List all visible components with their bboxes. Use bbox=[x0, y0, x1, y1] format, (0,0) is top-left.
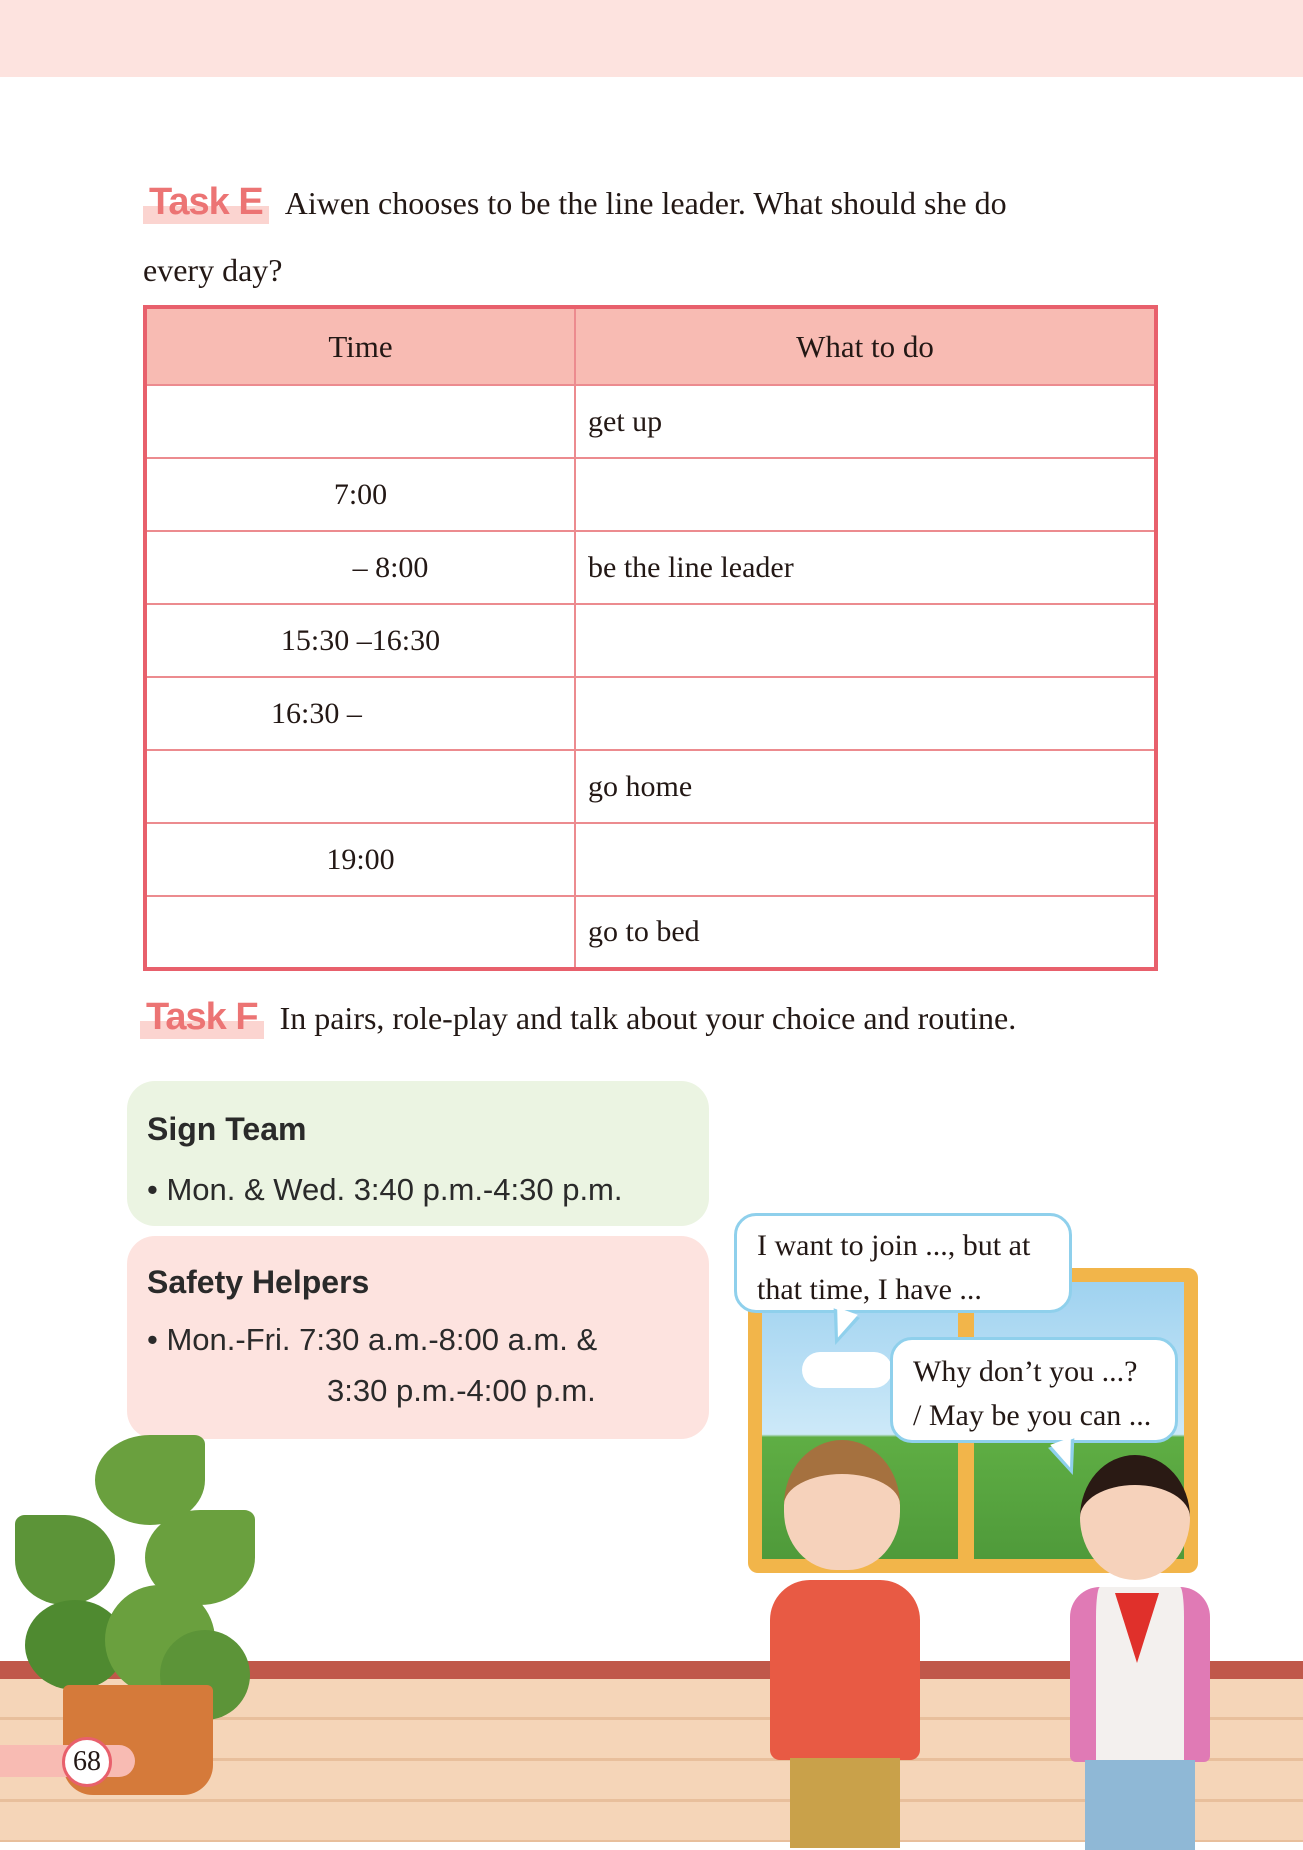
todo-cell: go to bed bbox=[575, 896, 1156, 969]
task-f-badge: Task F bbox=[140, 997, 264, 1037]
table-header-row bbox=[145, 307, 1156, 385]
todo-cell: be the line leader bbox=[575, 531, 1156, 604]
todo-cell bbox=[575, 823, 1156, 896]
safety-helpers-schedule-cont: 3:30 p.m.-4:00 p.m. bbox=[327, 1373, 596, 1408]
task-e-heading bbox=[143, 182, 1007, 223]
sign-team-card bbox=[127, 1081, 709, 1226]
time-cell: 7:00 bbox=[145, 458, 575, 531]
sign-team-title: Sign Team bbox=[147, 1111, 307, 1147]
todo-cell bbox=[575, 604, 1156, 677]
boy-speech-bubble bbox=[734, 1213, 1072, 1313]
page-number: 68 bbox=[62, 1737, 112, 1787]
time-cell bbox=[145, 385, 575, 458]
table-row bbox=[145, 896, 1156, 969]
girl-speech-bubble bbox=[890, 1337, 1178, 1443]
time-cell: – 8:00 bbox=[145, 531, 575, 604]
time-cell: 19:00 bbox=[145, 823, 575, 896]
girl-speech-line2: / May be you can ... bbox=[913, 1399, 1152, 1432]
boy-speech-line2: that time, I have ... bbox=[757, 1273, 982, 1306]
boy-speech-line1: I want to join ..., but at bbox=[757, 1229, 1031, 1262]
table-row bbox=[145, 823, 1156, 896]
girl-illustration bbox=[1050, 1455, 1220, 1842]
table-row bbox=[145, 531, 1156, 604]
top-band bbox=[0, 0, 1303, 77]
table-row bbox=[145, 385, 1156, 458]
plant-illustration bbox=[15, 1435, 255, 1795]
task-f-heading bbox=[140, 997, 1016, 1038]
task-e-prompt: Aiwen chooses to be the line leader. What should she do bbox=[284, 185, 1007, 221]
task-e-badge: Task E bbox=[143, 182, 269, 222]
boy-illustration bbox=[770, 1440, 930, 1842]
time-cell: 16:30 – bbox=[145, 677, 575, 750]
safety-helpers-title: Safety Helpers bbox=[147, 1264, 370, 1300]
header-time: Time bbox=[145, 307, 575, 385]
header-what-to-do: What to do bbox=[575, 307, 1156, 385]
table-row bbox=[145, 677, 1156, 750]
schedule-table bbox=[143, 305, 1158, 971]
time-cell: 15:30 –16:30 bbox=[145, 604, 575, 677]
todo-cell: go home bbox=[575, 750, 1156, 823]
todo-cell: get up bbox=[575, 385, 1156, 458]
todo-cell bbox=[575, 677, 1156, 750]
table-row bbox=[145, 458, 1156, 531]
table-row bbox=[145, 750, 1156, 823]
sign-team-schedule: • Mon. & Wed. 3:40 p.m.-4:30 p.m. bbox=[147, 1172, 623, 1207]
todo-cell bbox=[575, 458, 1156, 531]
safety-helpers-schedule: • Mon.-Fri. 7:30 a.m.-8:00 a.m. & bbox=[147, 1322, 598, 1357]
time-cell bbox=[145, 896, 575, 969]
girl-speech-line1: Why don’t you ...? bbox=[913, 1355, 1138, 1388]
task-f-prompt: In pairs, role-play and talk about your choice and routine. bbox=[279, 1000, 1017, 1036]
time-cell bbox=[145, 750, 575, 823]
safety-helpers-card bbox=[127, 1236, 709, 1439]
table-row bbox=[145, 604, 1156, 677]
task-e-prompt-cont: every day? bbox=[143, 252, 283, 288]
